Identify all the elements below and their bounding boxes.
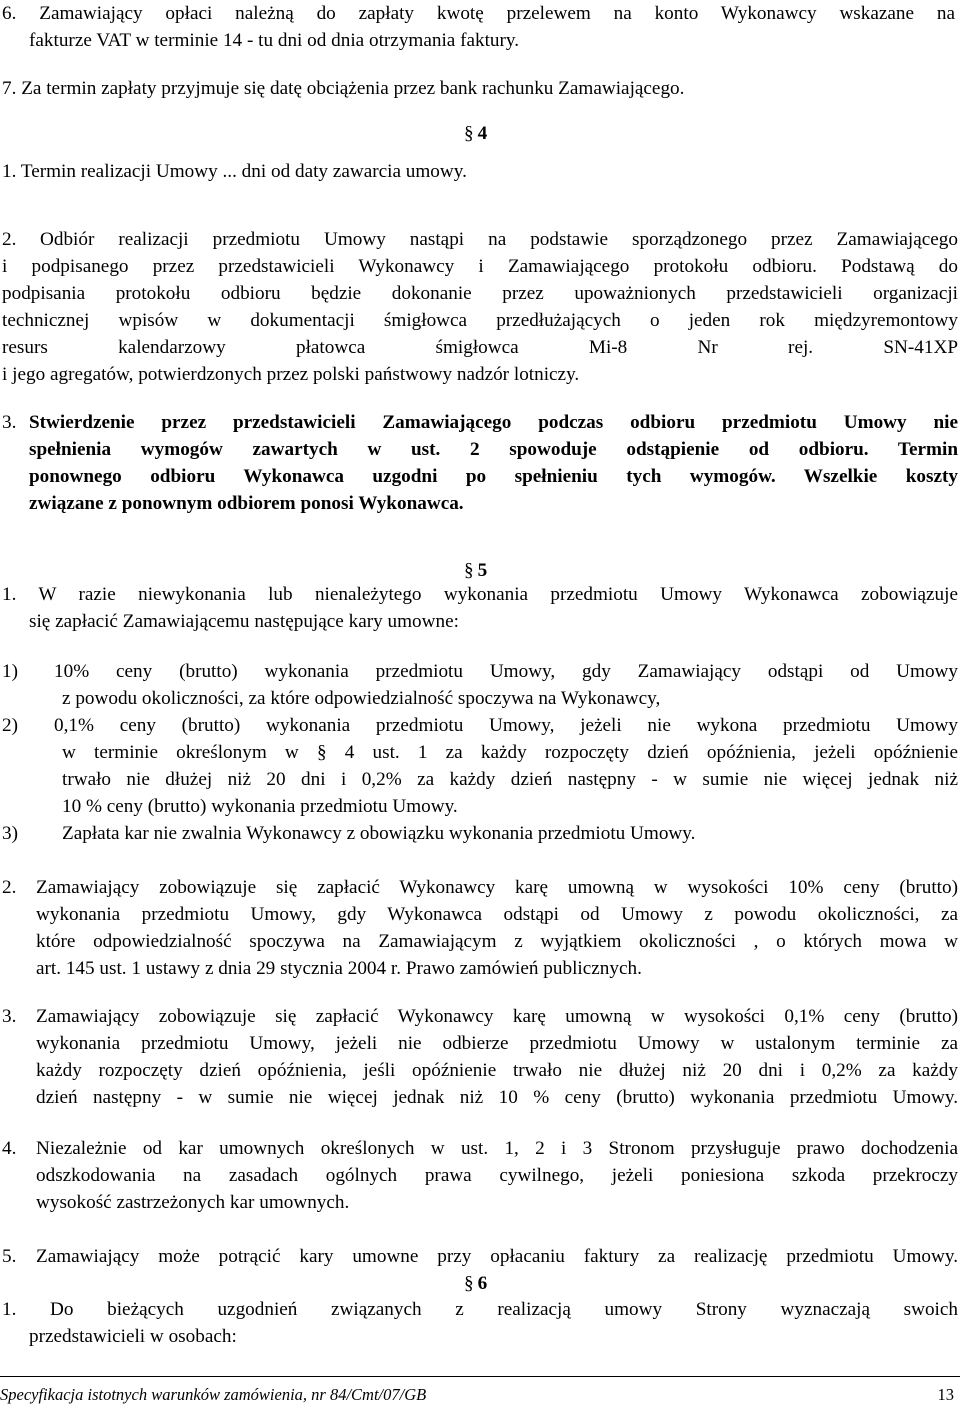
section-5-heading bbox=[464, 557, 487, 584]
s5-point-3-line-1: Zamawiający zobowiązuje się zapłacić Wykonawcy karę umowną w wysokości 0,1% ceny (brutto) bbox=[36, 1006, 958, 1027]
s5-point-2-line-3: które odpowiedzialność spoczywa na Zamawiającym z wyjątkiem okoliczności , o których mowa w bbox=[36, 931, 958, 952]
s5-sub-2-line-3: trwało nie dłużej niż 20 dni i 0,2% za każdy dzień następny - w sumie nie więcej jednak niż bbox=[62, 769, 958, 790]
s5-sub-1-line-2: z powodu okoliczności, za które odpowiedzialność spoczywa na Wykonawcy, bbox=[62, 688, 661, 709]
section-symbol-icon: § bbox=[464, 123, 474, 144]
s5-point-4-line-1: Niezależnie od kar umownych określonych w ust. 1, 2 i 3 Stronom przysługuje prawo dochodzenia bbox=[36, 1138, 958, 1159]
s4-point-2-line-4: technicznej wpisów w dokumentacji śmigłowca przedłużających o jeden rok międzyremontowy bbox=[2, 310, 958, 331]
section-number: 4 bbox=[477, 123, 488, 144]
s4-point-2-line-5: resurs kalendarzowy płatowca śmigłowca Mi-8 Nr rej. SN-41XP bbox=[2, 337, 958, 358]
s5-point-3-line-2: wykonania przedmiotu Umowy, jeżeli nie odbierze przedmiotu Umowy w ustalonym terminie za bbox=[36, 1033, 958, 1054]
s5-point-1-line-2: się zapłacić Zamawiającemu następujące kary umowne: bbox=[29, 611, 459, 632]
s4-point-3-line-1: Stwierdzenie przez przedstawicieli Zamawiającego podczas odbioru przedmiotu Umowy nie bbox=[29, 412, 958, 433]
section-symbol-icon: § bbox=[464, 560, 474, 581]
s5-sub-1-number: 1) bbox=[2, 661, 18, 682]
s5-point-3-line-3: każdy rozpoczęty dzień opóźnienia, jeśli opóźnienie trwało nie dłużej niż 20 dni i 0,2% za każdy bbox=[36, 1060, 958, 1081]
s4-point-2-line-1: Odbiór realizacji przedmiotu Umowy nastąpi na podstawie sporządzonego przez Zamawiającego bbox=[40, 229, 958, 250]
s4-point-3-number: 3. bbox=[2, 412, 17, 433]
section-symbol-icon: § bbox=[464, 1273, 474, 1294]
s5-point-5-line-1: Zamawiający może potrącić kary umowne przy opłacaniu faktury za realizację przedmiotu Umowy. bbox=[36, 1246, 958, 1267]
s5-sub-2-line-4: 10 % ceny (brutto) wykonania przedmiotu Umowy. bbox=[62, 796, 458, 817]
section-number: 5 bbox=[477, 560, 488, 581]
s5-sub-2-line-1: 0,1% ceny (brutto) wykonania przedmiotu Umowy, jeżeli nie wykona przedmiotu Umowy bbox=[54, 715, 958, 736]
section-4-heading bbox=[464, 120, 487, 147]
footer-page-number: 13 bbox=[937, 1385, 954, 1404]
s4-point-1: 1. Termin realizacji Umowy ... dni od daty zawarcia umowy. bbox=[2, 161, 467, 182]
s4-point-2-line-3: podpisania protokołu odbioru będzie dokonanie przez upoważnionych przedstawicieli organizacji bbox=[2, 283, 958, 304]
s5-point-2-line-4: art. 145 ust. 1 ustawy z dnia 29 stycznia 2004 r. Prawo zamówień publicznych. bbox=[36, 958, 642, 979]
paragraph-6-line-2: fakturze VAT w terminie 14 - tu dni od dnia otrzymania faktury. bbox=[29, 30, 520, 51]
s5-sub-2-number: 2) bbox=[2, 715, 18, 736]
paragraph-6-line-1: 6. Zamawiający opłaci należną do zapłaty kwotę przelewem na konto Wykonawcy wskazane na bbox=[2, 3, 955, 24]
footer-divider bbox=[0, 1376, 960, 1377]
s5-point-3-number: 3. bbox=[2, 1006, 17, 1027]
s5-point-4-line-2: odszkodowania na zasadach ogólnych prawa cywilnego, jeżeli poniesiona szkoda przekroczy bbox=[36, 1165, 958, 1186]
s5-sub-2-line-2: w terminie określonym w § 4 ust. 1 za każdy rozpoczęty dzień opóźnienia, jeżeli opóźnienie bbox=[62, 742, 958, 763]
s5-point-3-line-4: dzień następny - w sumie nie więcej jednak niż 10 % ceny (brutto) wykonania przedmiotu Umowy. bbox=[36, 1087, 958, 1108]
s5-sub-3-line-1: Zapłata kar nie zwalnia Wykonawcy z obowiązku wykonania przedmiotu Umowy. bbox=[62, 823, 696, 844]
s5-point-2-line-1: Zamawiający zobowiązuje się zapłacić Wykonawcy karę umowną w wysokości 10% ceny (brutto) bbox=[36, 877, 958, 898]
s4-point-3-line-4: związane z ponownym odbiorem ponosi Wykonawca. bbox=[29, 493, 464, 514]
s4-point-3-line-3: ponownego odbioru Wykonawca uzgodni po spełnieniu tych wymogów. Wszelkie koszty bbox=[29, 466, 958, 487]
section-number: 6 bbox=[477, 1273, 488, 1294]
s5-point-2-line-2: wykonania przedmiotu Umowy, gdy Wykonawca odstąpi od Umowy z powodu okoliczności, za bbox=[36, 904, 958, 925]
s6-point-1-line-2: przedstawicieli w osobach: bbox=[29, 1326, 237, 1347]
section-6-heading bbox=[464, 1270, 487, 1297]
s4-point-2-number: 2. bbox=[2, 229, 17, 250]
s5-point-4-number: 4. bbox=[2, 1138, 17, 1159]
s5-point-5-number: 5. bbox=[2, 1246, 17, 1267]
paragraph-7: 7. Za termin zapłaty przyjmuje się datę obciążenia przez bank rachunku Zamawiającego. bbox=[2, 78, 685, 99]
s4-point-2-line-6: i jego agregatów, potwierdzonych przez polski państwowy nadzór lotniczy. bbox=[2, 364, 580, 385]
s5-point-2-number: 2. bbox=[2, 877, 17, 898]
s4-point-2-line-2: i podpisanego przez przedstawicieli Wykonawcy i Zamawiającego protokołu odbioru. Podstawą do bbox=[2, 256, 958, 277]
s5-point-4-line-3: wysokość zastrzeżonych kar umownych. bbox=[36, 1192, 350, 1213]
s4-point-3-line-2: spełnienia wymogów zawartych w ust. 2 spowoduje odstąpienie od odbioru. Termin bbox=[29, 439, 958, 460]
s5-sub-3-number: 3) bbox=[2, 823, 18, 844]
s6-point-1-line-1: 1. Do bieżących uzgodnień związanych z realizacją umowy Strony wyznaczają swoich bbox=[2, 1299, 958, 1320]
footer-document-title: Specyfikacja istotnych warunków zamówienia, nr 84/Cmt/07/GB bbox=[0, 1385, 427, 1404]
s5-sub-1-line-1: 10% ceny (brutto) wykonania przedmiotu Umowy, gdy Zamawiający odstąpi od Umowy bbox=[54, 661, 958, 682]
s5-point-1-line-1: 1. W razie niewykonania lub nienależytego wykonania przedmiotu Umowy Wykonawca zobowiązuje bbox=[2, 584, 958, 605]
